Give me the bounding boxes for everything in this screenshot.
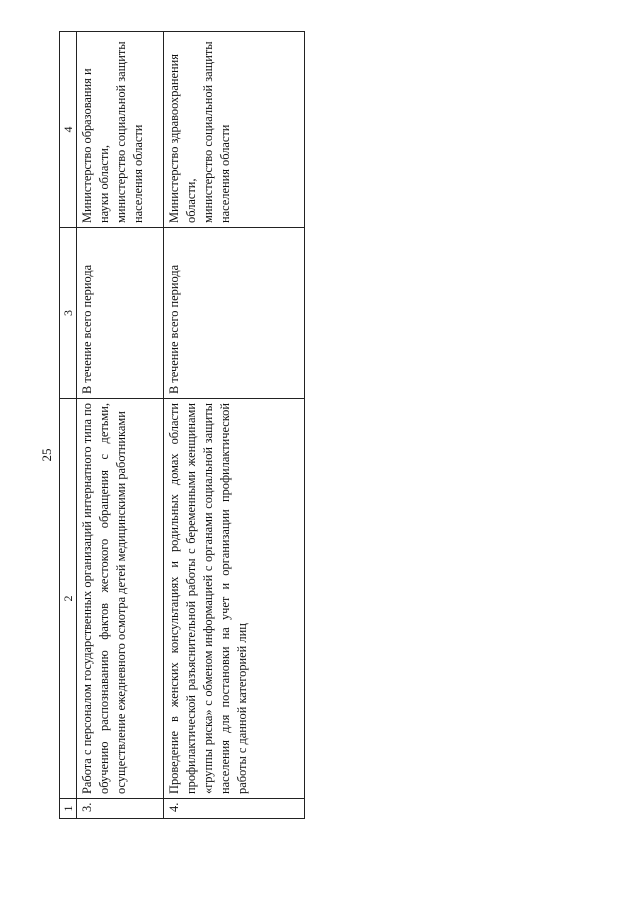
table-rotation-wrapper [59, 32, 305, 819]
column-header-4: 4 [60, 32, 77, 228]
period-cell: В течение всего периода [164, 228, 305, 399]
responsible-line: министерство социальной защиты населения области [201, 41, 232, 223]
measure-description: Работа с персоналом государственных организаций интернатного типа по обучению распознаванию фактов жестокого обращения с детьми, осуществление ежедневного осмотра детей медицинскими работниками [77, 399, 164, 799]
measure-description: Проведение в женских консультациях и родильных домах области профилактической разъяснительной работы с беременными женщинами «группы риска» с обменом информацией с органами социальной защиты населения для постановки на учет и организации профилактической работы с данной категорией лиц [164, 399, 305, 799]
column-header-3: 3 [60, 228, 77, 399]
responsible-line: Министерство образования и науки области, [80, 68, 112, 223]
table-header-row [60, 32, 77, 819]
table-row [164, 32, 305, 819]
row-number: 4. [164, 799, 305, 819]
table-row [77, 32, 164, 819]
responsible-cell [77, 32, 164, 228]
period-cell: В течение всего периода [77, 228, 164, 399]
page-number: 25 [39, 448, 54, 462]
responsible-line: министерство социальной защиты населения области [114, 41, 145, 223]
rotated-table-container [59, 32, 305, 819]
responsible-line: Министерство здравоохранения области, [167, 54, 199, 223]
column-header-2: 2 [60, 399, 77, 799]
responsible-cell [164, 32, 305, 228]
row-number: 3. [77, 799, 164, 819]
column-header-1: 1 [60, 799, 77, 819]
measures-table [59, 31, 305, 819]
